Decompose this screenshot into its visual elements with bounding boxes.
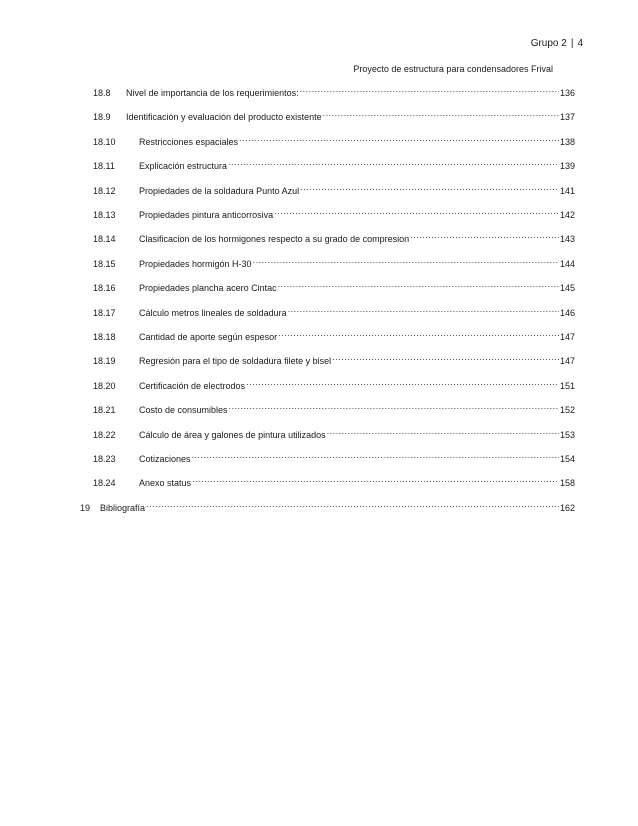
toc-entry-number: 18.18: [93, 332, 116, 342]
toc-entry-number: 18.21: [93, 405, 116, 416]
toc-entry-title: Restricciones espaciales: [139, 136, 239, 147]
toc-dot-leader: [332, 350, 559, 364]
toc-entry-number: 18.16: [93, 283, 116, 294]
toc-entry-page: 141: [559, 185, 575, 196]
toc-entry[interactable]: [93, 82, 575, 96]
toc-entry[interactable]: [93, 253, 575, 267]
toc-entry-number: 18.22: [93, 429, 116, 440]
toc-entry[interactable]: [93, 106, 575, 123]
toc-entry-title: Bibliografía: [100, 502, 146, 513]
toc-entry-page: 162: [559, 502, 575, 513]
toc-entry-title: Cálculo metros lineales de soldadura: [139, 307, 287, 318]
toc-entry-number: 18.17: [93, 307, 116, 318]
toc-dot-leader: [410, 228, 559, 242]
toc-entry[interactable]: [93, 302, 575, 316]
toc-entry-title: Costo de consumibles: [139, 405, 228, 416]
toc-entry-page: 153: [559, 429, 575, 440]
header-group: Grupo 2: [530, 38, 567, 49]
toc-entry[interactable]: [93, 472, 575, 489]
toc-entry-page: 145: [559, 283, 575, 294]
toc-dot-leader: [278, 277, 559, 291]
page-header: [531, 38, 583, 49]
toc-entry-number: 18.24: [93, 478, 116, 489]
toc-entry[interactable]: [93, 180, 575, 194]
header-separator: |: [570, 38, 574, 49]
toc-entry-number: 18.23: [93, 454, 116, 464]
toc-dot-leader: [246, 375, 559, 389]
toc-entry-number: 18.15: [93, 258, 116, 269]
toc-entry-title: Propiedades plancha acero Cintac: [139, 283, 277, 294]
toc-entry-page: 142: [559, 210, 575, 220]
toc-entry-title: Propiedades pintura anticorrosiva: [139, 210, 274, 220]
toc-entry-page: 147: [559, 356, 575, 367]
toc-entry-title: Propiedades de la soldadura Punto Azul: [139, 185, 300, 196]
toc-dot-leader: [228, 155, 559, 169]
toc-entry-number: 18.8: [93, 88, 111, 98]
toc-entry-title: Regresión para el tipo de soldadura filete y bisel: [139, 356, 332, 367]
toc-entry[interactable]: [80, 497, 575, 511]
toc-entry-number: 18.19: [93, 356, 116, 367]
toc-entry-number: 18.12: [93, 185, 116, 196]
toc-entry[interactable]: [93, 228, 575, 245]
toc-entry[interactable]: [93, 131, 575, 145]
document-subtitle: Proyecto de estructura para condensadores Frival: [353, 64, 553, 74]
toc-entry-number: 18.11: [93, 161, 115, 172]
toc-entry-title: Certificación de electrodos: [139, 380, 246, 391]
toc-entry-title: Cantidad de aporte según espesor: [139, 332, 278, 342]
toc-entry-number: 18.14: [93, 234, 116, 245]
toc-dot-leader: [274, 204, 559, 218]
toc-dot-leader: [253, 253, 559, 267]
toc-entry-page: 154: [559, 454, 575, 464]
toc-dot-leader: [327, 424, 559, 438]
toc-entry-title: Anexo status: [139, 478, 192, 489]
toc-entry-page: 152: [559, 405, 575, 416]
toc-dot-leader: [323, 106, 559, 120]
toc-entry-title: Cálculo de área y galones de pintura utilizados: [139, 429, 326, 440]
toc-entry-page: 144: [559, 258, 575, 269]
toc-entry[interactable]: [93, 375, 575, 389]
toc-entry-page: 143: [559, 234, 575, 245]
toc-entry-page: 146: [559, 307, 575, 318]
toc-entry[interactable]: [93, 424, 575, 438]
toc-entry-title: Propiedades hormigón H-30: [139, 258, 252, 269]
toc-entry-title: Clasificacion de los hormigones respecto a su grado de compresion: [139, 234, 410, 245]
toc-dot-leader: [300, 82, 559, 96]
toc-entry-page: 147: [559, 332, 575, 342]
toc-entry[interactable]: [93, 350, 575, 367]
toc-entry-page: 151: [559, 380, 575, 391]
toc-entry-page: 137: [559, 112, 575, 123]
toc-entry[interactable]: [93, 399, 575, 416]
toc-entry[interactable]: [93, 326, 575, 340]
toc-entry[interactable]: [93, 448, 575, 462]
toc-dot-leader: [146, 497, 559, 511]
header-page-number: 4: [577, 38, 583, 49]
toc-entry-page: 138: [559, 136, 575, 147]
toc-entry[interactable]: [93, 277, 575, 294]
toc-dot-leader: [192, 448, 559, 462]
toc-entry-title: Cotizaciones: [139, 454, 191, 464]
toc-dot-leader: [192, 472, 559, 486]
toc-dot-leader: [288, 302, 559, 316]
toc-dot-leader: [229, 399, 559, 413]
toc-entry-page: 136: [559, 88, 575, 98]
toc-entry-title: Explicación estructura: [139, 161, 228, 172]
toc-entry-title: Nivel de importancia de los requerimientos:: [126, 88, 299, 98]
toc-entry-page: 158: [559, 478, 575, 489]
toc-entry-number: 18.9: [93, 112, 111, 123]
toc-entry-page: 139: [559, 161, 575, 172]
toc-entry-title: Identificación y evaluación del producto existente: [126, 112, 322, 123]
toc-dot-leader: [278, 326, 559, 340]
toc-entry-number: 18.20: [93, 380, 116, 391]
toc-entry[interactable]: [93, 155, 575, 172]
toc-entry-number: 19: [80, 502, 91, 513]
toc-entry[interactable]: [93, 204, 575, 218]
toc-dot-leader: [239, 131, 559, 145]
toc-entry-number: 18.13: [93, 210, 116, 220]
toc-dot-leader: [300, 180, 559, 194]
toc-entry-number: 18.10: [93, 136, 116, 147]
